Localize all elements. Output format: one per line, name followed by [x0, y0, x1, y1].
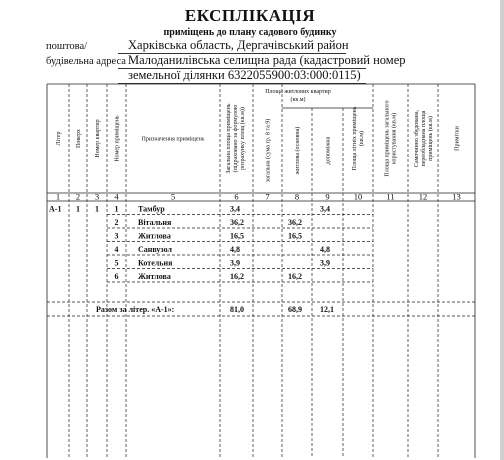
- cell-room-number: 5: [114, 258, 119, 268]
- column-number: 10: [353, 191, 363, 202]
- cell-total-area: 36,2: [230, 218, 244, 227]
- cell-room-number: 4: [114, 245, 119, 254]
- header-floor: Поверх: [76, 129, 82, 148]
- cell-total-area: 16,5: [230, 231, 244, 241]
- cell-living-aux: 3,4: [320, 204, 330, 214]
- address-label-postal: поштова/: [46, 41, 88, 52]
- column-number: 5: [170, 191, 176, 202]
- cell-total-area: 3,9: [230, 258, 240, 268]
- header-total-area: (підраховано за формулою: [233, 104, 239, 173]
- total-row-label: Разом за літер. «А-1»:: [96, 305, 175, 314]
- cell-purpose: Тамбур: [138, 204, 165, 214]
- column-number: 9: [325, 191, 330, 202]
- header-living-group-unit: (кв.м): [290, 97, 306, 103]
- cell-living-main: 16,5: [288, 231, 302, 241]
- cell-purpose: Житлова: [138, 272, 171, 281]
- header-self-built: приміщень (кв.м): [428, 116, 434, 161]
- column-number: 2: [75, 191, 81, 202]
- cell-purpose: Житлова: [138, 231, 171, 241]
- column-number: 3: [94, 191, 100, 202]
- cell-room-number: 2: [114, 218, 119, 227]
- column-number: 11: [386, 191, 395, 202]
- cell-purpose: Котельня: [138, 258, 173, 268]
- cell-room-number: 3: [114, 231, 119, 241]
- column-number: 12: [418, 191, 428, 202]
- header-apartment-no: Номер квартир: [95, 119, 101, 158]
- header-public-area: користування (кв.м): [391, 112, 398, 165]
- cell-living-main: 36,2: [288, 218, 302, 227]
- header-living-aux: допоміжна: [325, 136, 332, 165]
- cell-liter: А-1: [49, 204, 62, 214]
- column-number: 6: [234, 191, 239, 202]
- column-number: 7: [265, 191, 270, 202]
- cell-room-number: 6: [114, 272, 119, 281]
- header-summer-area: (кв.м): [359, 130, 365, 147]
- address-line-cadastral: земельної ділянки 6322055900:03:000:0115): [128, 68, 361, 82]
- cell-apartment: 1: [95, 204, 99, 214]
- document-subtitle: приміщень до плану садового будинку: [163, 27, 337, 38]
- header-purpose: Призначення приміщень: [141, 136, 205, 143]
- header-self-built: Самочинно збудована,: [414, 109, 420, 168]
- column-number: 1: [55, 191, 61, 202]
- cell-purpose: Санвузол: [138, 245, 172, 254]
- header-self-built: переобладнана площа: [421, 110, 427, 167]
- cell-living-main: 16,2: [288, 272, 302, 281]
- cell-room-number: 1: [114, 204, 119, 214]
- cell-floor: 1: [76, 204, 80, 214]
- total-area-sum: 81,0: [230, 305, 244, 314]
- header-summer-area: Площа літніх приміщень: [352, 106, 358, 171]
- address-line-council: Малоданилівська селищна рада (кадастровий номер: [128, 53, 406, 67]
- address-line-region: Харківська область, Дергачівський район: [128, 38, 349, 52]
- cell-purpose: Вітальня: [138, 218, 172, 227]
- cell-living-aux: 3,9: [320, 258, 330, 268]
- total-living-main-sum: 68,9: [288, 305, 302, 314]
- cell-total-area: 4,8: [230, 245, 240, 254]
- header-living-main: житлова (основна): [295, 126, 301, 175]
- cell-total-area: 3,4: [230, 204, 240, 214]
- header-living-total: загальна (сума гр. 8 та 9): [265, 118, 272, 183]
- total-living-aux-sum: 12,1: [320, 305, 334, 314]
- document-title: ЕКСПЛІКАЦІЯ: [184, 6, 316, 25]
- column-number: 13: [452, 191, 461, 202]
- cell-total-area: 16,2: [230, 272, 244, 281]
- header-liter: Літер: [56, 131, 62, 146]
- address-label-building: будівельна адреса: [46, 56, 126, 67]
- header-room-no: Номер приміщень: [114, 115, 121, 162]
- column-number: 8: [294, 191, 300, 202]
- cell-living-aux: 4,8: [320, 245, 330, 254]
- header-notes: Примітки: [454, 126, 461, 151]
- header-public-area: Площа приміщень загального: [384, 100, 391, 177]
- header-total-area: Загальна площа приміщень: [226, 103, 232, 174]
- column-number: 4: [114, 191, 119, 202]
- header-total-area: розрахунку площ (кв.м)): [240, 107, 246, 170]
- header-living-group: Площа житлових квартир: [265, 89, 331, 95]
